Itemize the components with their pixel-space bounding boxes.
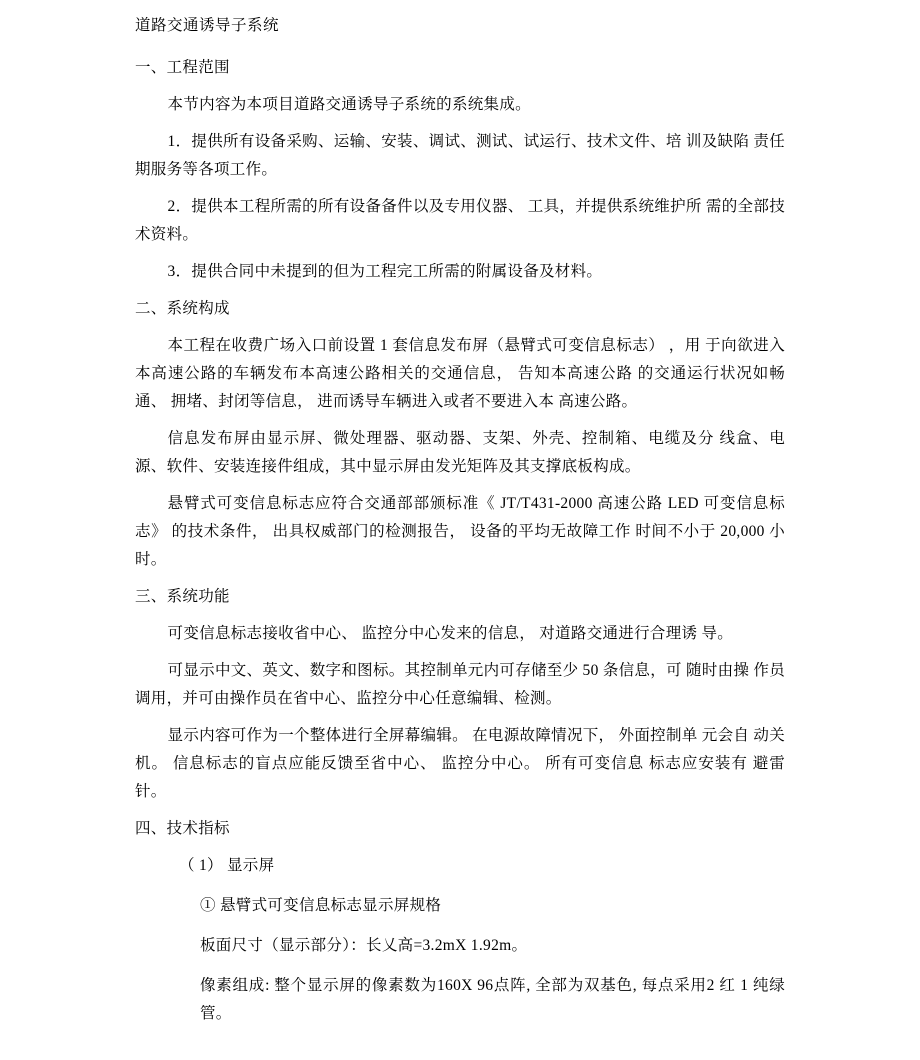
paragraph: 可显示中文、英文、数字和图标。其控制单元内可存储至少 50 条信息，可 随时由操 作员调用，并可由操作员在省中心、监控分中心任意编辑、检测。 xyxy=(135,662,785,707)
paragraph: 信息发布屏由显示屏、微处理器、驱动器、支架、外壳、控制箱、电缆及分 线盒、电源、软件、安装连接件组成，其中显示屏由发光矩阵及其支撑底板构成。 xyxy=(135,430,785,475)
paragraph: 显示内容可作为一个整体进行全屏幕编辑。 在电源故障情况下， 外面控制单 元会自 动关机。 信息标志的盲点应能反馈至省中心、 监控分中心。 所有可变信息 标志应安装有 避雷针。 xyxy=(135,727,785,800)
paragraph: （ 1） 显示屏 xyxy=(179,857,275,874)
paragraph: 板面尺寸（显示部分）：长乂高=3.2mX 1.92m。 xyxy=(200,937,528,954)
paragraph: 1．提供所有设备采购、运输、安装、调试、测试、试运行、技术文件、培 训及缺陷 责任期服务等各项工作。 xyxy=(135,133,785,178)
section-heading: 一、工程范围 xyxy=(135,59,230,76)
section-heading: 三、系统功能 xyxy=(135,588,230,605)
paragraph: 悬臂式可变信息标志应符合交通部部颁标准《 JT/T431-2000 高速公路 LED 可变信息标志》 的技术条件， 出具权威部门的检测报告， 设备的平均无故障工作 时间不小于 20,000 小时。 xyxy=(135,495,785,568)
paragraph: 本节内容为本项目道路交通诱导子系统的系统集成。 xyxy=(167,96,531,113)
section-heading: 四、技术指标 xyxy=(135,820,230,837)
paragraph: 本工程在收费广场入口前设置 1 套信息发布屏（悬臂式可变信息标志） ，用 于向欲进入本高速公路的车辆发布本高速公路相关的交通信息， 告知本高速公路 的交通运行状况如畅通、 拥堵、封闭等信息， 进而诱导车辆进入或者不要进入本 高速公路。 xyxy=(135,337,785,410)
paragraph: 3．提供合同中未提到的但为工程完工所需的附属设备及材料。 xyxy=(167,263,603,280)
section-heading: 二、系统构成 xyxy=(135,300,230,317)
paragraph: 2．提供本工程所需的所有设备备件以及专用仪器、 工具，并提供系统维护所 需的全部技术资料。 xyxy=(135,198,785,243)
paragraph: 像素组成: 整个显示屏的像素数为160X 96点阵, 全部为双基色, 每点采用2 红 1 纯绿管。 xyxy=(200,977,785,1022)
paragraph: 可变信息标志接收省中心、 监控分中心发来的信息， 对道路交通进行合理诱 导。 xyxy=(167,625,734,642)
document-body xyxy=(135,54,785,1028)
paragraph: ① 悬臂式可变信息标志显示屏规格 xyxy=(200,897,442,914)
document-title: 道路交通诱导子系统 xyxy=(135,17,280,34)
